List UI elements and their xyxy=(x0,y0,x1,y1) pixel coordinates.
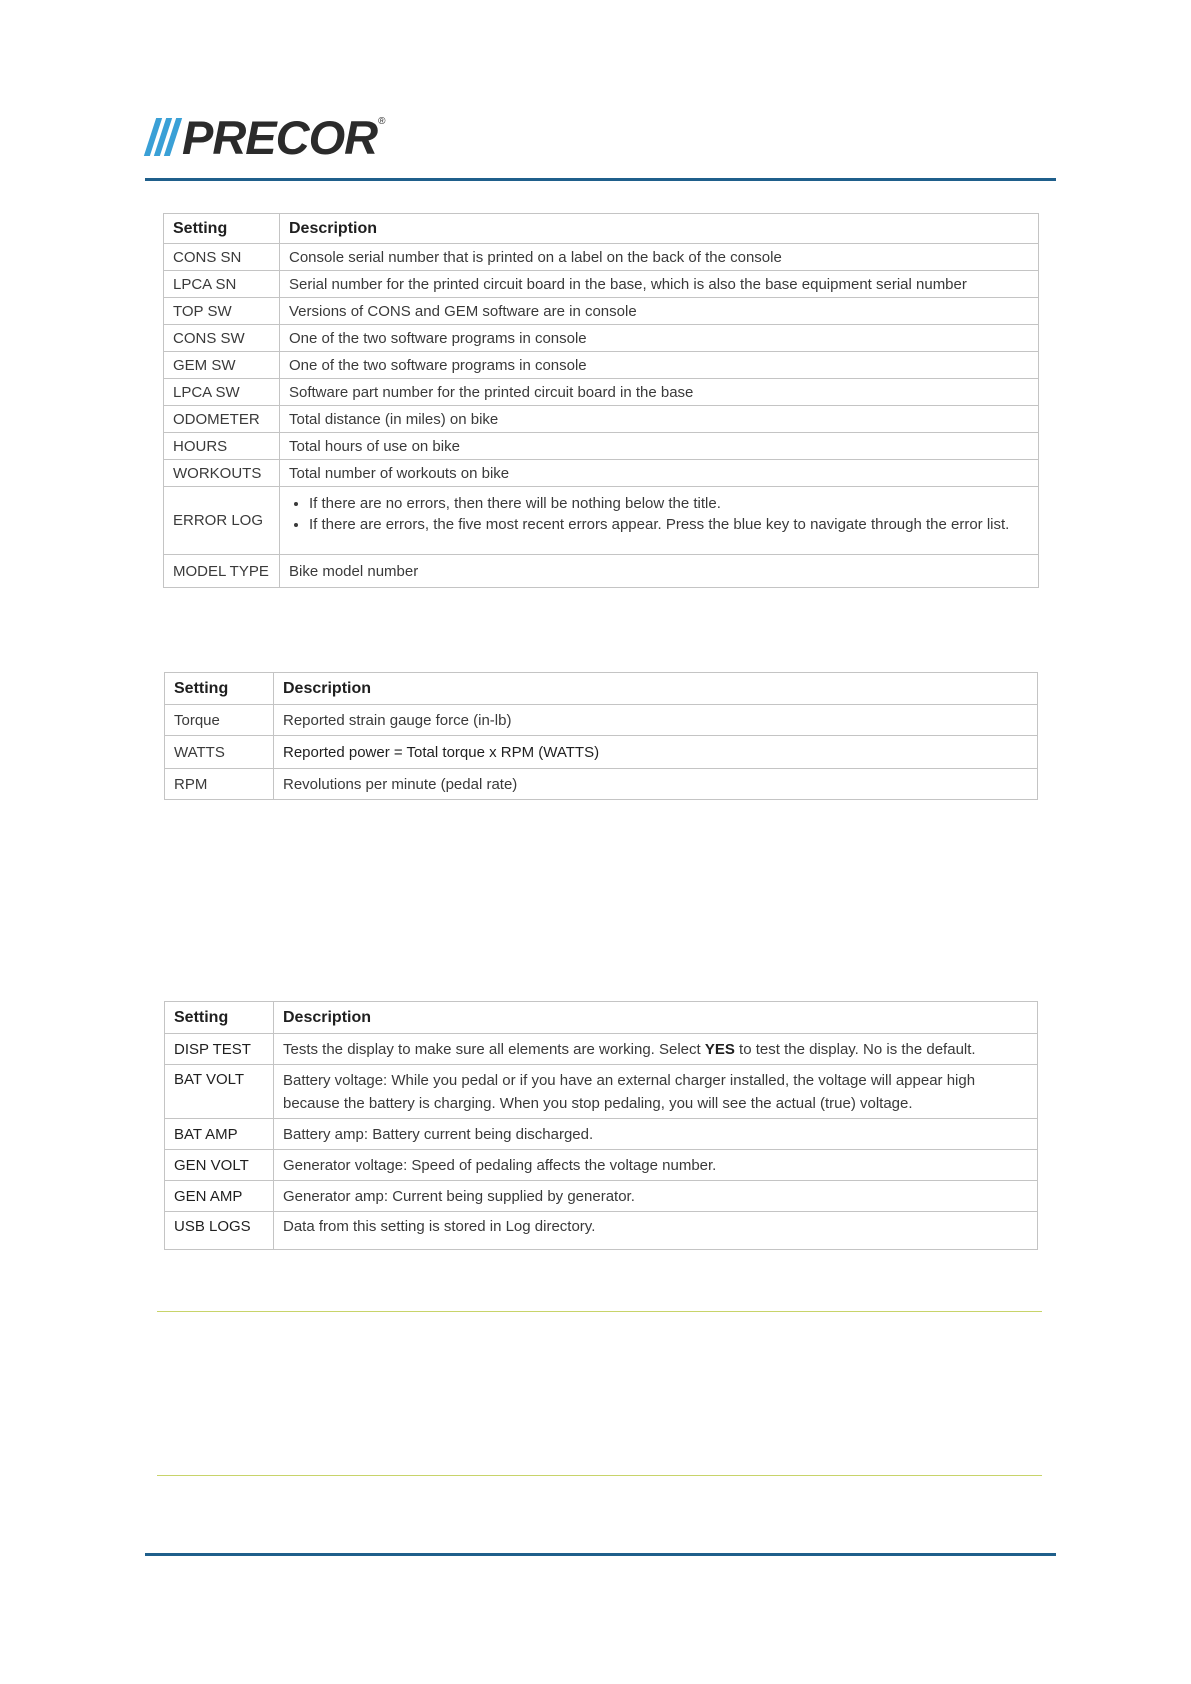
disp-test-text-pre: Tests the display to make sure all elements are working. Select xyxy=(283,1040,705,1058)
setting-cell: WORKOUTS xyxy=(164,460,280,487)
description-cell: Battery amp: Battery current being discharged. xyxy=(274,1119,1038,1150)
table-row xyxy=(164,244,1039,271)
description-cell xyxy=(274,1034,1038,1065)
settings-table-info xyxy=(163,213,1039,588)
setting-cell: BAT VOLT xyxy=(165,1065,274,1119)
registered-mark: ® xyxy=(378,115,386,127)
header-divider xyxy=(145,178,1056,181)
description-cell: Console serial number that is printed on a label on the back of the console xyxy=(280,244,1039,271)
setting-cell: GEN AMP xyxy=(165,1181,274,1212)
note-divider-bottom xyxy=(157,1475,1042,1476)
setting-cell: ERROR LOG xyxy=(164,487,280,555)
description-cell xyxy=(280,487,1039,555)
disp-test-yes: YES xyxy=(704,1040,735,1058)
bullet-item: • If there are errors, the five most recent errors appear. Press the blue key to navigate through the error list. xyxy=(309,514,1029,535)
description-cell: Revolutions per minute (pedal rate) xyxy=(274,769,1038,800)
description-cell: One of the two software programs in console xyxy=(280,352,1039,379)
description-cell: Reported strain gauge force (in-lb) xyxy=(274,705,1038,736)
column-header-description: Description xyxy=(274,1002,1038,1034)
table-row xyxy=(165,1181,1038,1212)
description-cell: Bike model number xyxy=(280,555,1039,588)
description-cell: Versions of CONS and GEM software are in console xyxy=(280,298,1039,325)
setting-cell: CONS SW xyxy=(164,325,280,352)
table-row xyxy=(164,298,1039,325)
setting-cell: Torque xyxy=(165,705,274,736)
description-cell: Data from this setting is stored in Log directory. xyxy=(274,1212,1038,1250)
setting-cell: ODOMETER xyxy=(164,406,280,433)
column-header-description: Description xyxy=(280,214,1039,244)
setting-cell: MODEL TYPE xyxy=(164,555,280,588)
table-row xyxy=(165,1119,1038,1150)
setting-cell: USB LOGS xyxy=(165,1212,274,1250)
column-header-setting: Setting xyxy=(164,214,280,244)
table-header-row xyxy=(165,1002,1038,1034)
description-cell: One of the two software programs in console xyxy=(280,325,1039,352)
column-header-setting: Setting xyxy=(165,673,274,705)
settings-table-sensors xyxy=(164,672,1038,800)
description-cell: Software part number for the printed circuit board in the base xyxy=(280,379,1039,406)
table-header-row xyxy=(165,673,1038,705)
error-log-bullets xyxy=(289,493,1029,535)
setting-cell: RPM xyxy=(165,769,274,800)
table-row xyxy=(164,325,1039,352)
description-cell: Generator voltage: Speed of pedaling affects the voltage number. xyxy=(274,1150,1038,1181)
table-row xyxy=(164,406,1039,433)
disp-test-text-post: to test the display. No is the default. xyxy=(734,1040,976,1058)
table-row xyxy=(164,460,1039,487)
description-cell: Generator amp: Current being supplied by generator. xyxy=(274,1181,1038,1212)
table-row xyxy=(165,1150,1038,1181)
setting-cell: BAT AMP xyxy=(165,1119,274,1150)
setting-cell: GEN VOLT xyxy=(165,1150,274,1181)
note-divider-top xyxy=(157,1311,1042,1312)
setting-cell: LPCA SW xyxy=(164,379,280,406)
table-row xyxy=(164,379,1039,406)
logo-stripes-icon xyxy=(150,118,180,156)
logo-text: PRECOR xyxy=(182,110,378,164)
footer-divider xyxy=(145,1553,1056,1556)
setting-cell: DISP TEST xyxy=(165,1034,274,1065)
table-row xyxy=(165,1065,1038,1119)
table-row-error-log xyxy=(164,487,1039,555)
setting-cell: LPCA SN xyxy=(164,271,280,298)
table-row xyxy=(164,433,1039,460)
description-cell: Total number of workouts on bike xyxy=(280,460,1039,487)
table-row xyxy=(165,1034,1038,1065)
table-row xyxy=(165,769,1038,800)
description-cell: Battery voltage: While you pedal or if you have an external charger installed, the voltage will appear high because the battery is charging. When you stop pedaling, you will see the actual (true) voltage. xyxy=(274,1065,1038,1119)
table-row xyxy=(165,1212,1038,1250)
table-row xyxy=(164,555,1039,588)
setting-cell: CONS SN xyxy=(164,244,280,271)
table-row xyxy=(164,352,1039,379)
column-header-description: Description xyxy=(274,673,1038,705)
table-header-row xyxy=(164,214,1039,244)
precor-logo xyxy=(150,112,385,162)
setting-cell: GEM SW xyxy=(164,352,280,379)
setting-cell: TOP SW xyxy=(164,298,280,325)
setting-cell: HOURS xyxy=(164,433,280,460)
description-cell: Reported power = Total torque x RPM (WATTS) xyxy=(274,736,1038,769)
bullet-item: • If there are no errors, then there will be nothing below the title. xyxy=(309,493,1029,514)
table-row xyxy=(165,705,1038,736)
table-row xyxy=(164,271,1039,298)
description-cell: Total distance (in miles) on bike xyxy=(280,406,1039,433)
description-cell: Total hours of use on bike xyxy=(280,433,1039,460)
description-cell: Serial number for the printed circuit board in the base, which is also the base equipment serial number xyxy=(280,271,1039,298)
column-header-setting: Setting xyxy=(165,1002,274,1034)
settings-table-diagnostics xyxy=(164,1001,1038,1250)
setting-cell: WATTS xyxy=(165,736,274,769)
table-row xyxy=(165,736,1038,769)
